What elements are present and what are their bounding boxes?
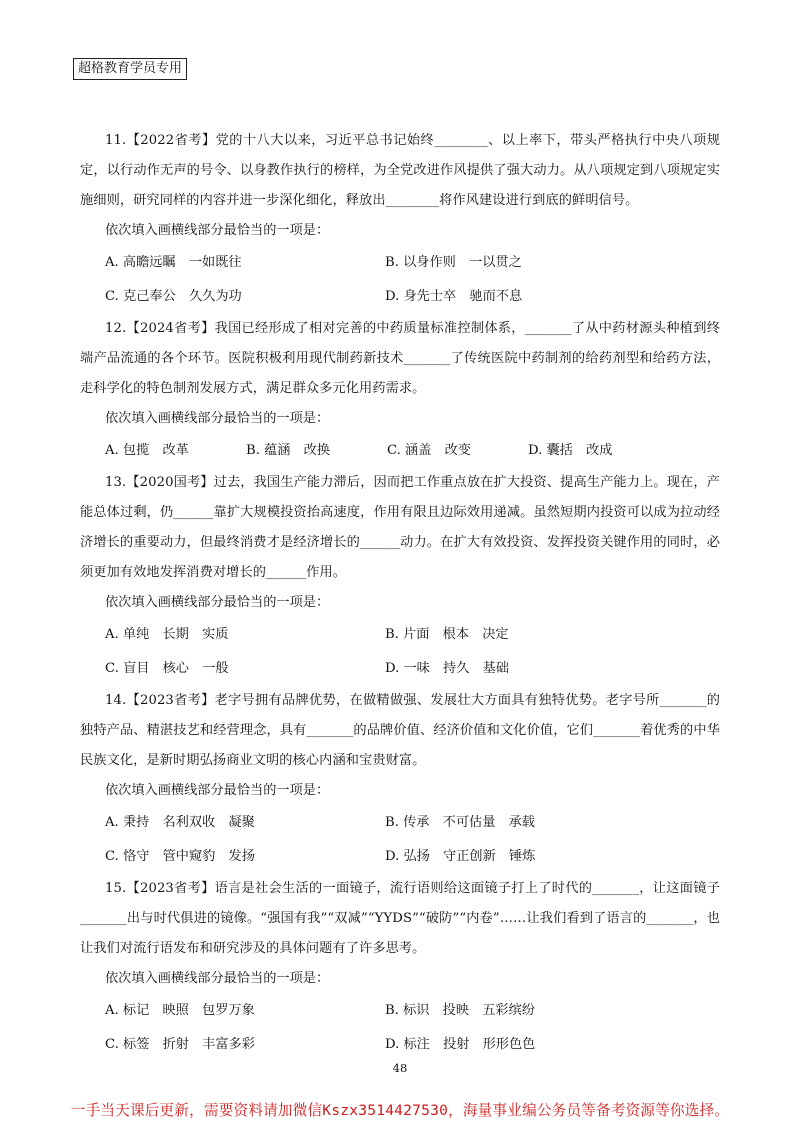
question-15 bbox=[80, 874, 720, 1062]
option-b: B. 传承 不可估量 承载 bbox=[385, 815, 535, 830]
question-prompt: 依次填入画横线部分最恰当的一项是： bbox=[105, 411, 330, 426]
question-11 bbox=[80, 126, 720, 314]
question-12 bbox=[80, 314, 720, 468]
options-grid bbox=[80, 806, 720, 874]
option-d: D. 囊括 改成 bbox=[528, 443, 613, 458]
options-grid bbox=[80, 994, 720, 1062]
question-stem: 11.【2022省考】党的十八大以来，习近平总书记始终________、以上率下，带头严格执行中央八项规定，以行动作无声的号令、以身教作执行的榜样，为全党改进作风提供了强大动力。从八项规定到八项规定实施细则，研究同样的内容并进一步深化细化，释放出________将作风建设进行到底的鲜明信号。 bbox=[80, 133, 720, 208]
question-prompt: 依次填入画横线部分最恰当的一项是： bbox=[105, 971, 330, 986]
option-c: C. 克己奉公 久久为功 bbox=[105, 289, 242, 304]
option-b: B. 以身作则 一以贯之 bbox=[385, 255, 522, 270]
option-d: D. 标注 投射 形形色色 bbox=[385, 1037, 536, 1052]
question-stem: 14.【2023省考】老字号拥有品牌优势，在做精做强、发展壮大方面具有独特优势。老字号所_______的独特产品、精湛技艺和经营理念，具有_______的品牌价值、经济价值和文化价值，它们_______着优秀的中华民族文化，是新时期弘扬商业文明的核心内涵和宝贵财富。 bbox=[80, 693, 720, 768]
option-d: D. 弘扬 守正创新 锤炼 bbox=[385, 849, 536, 864]
option-b: B. 标识 投映 五彩缤纷 bbox=[385, 1003, 535, 1018]
option-b: B. 蕴涵 改换 bbox=[246, 443, 331, 458]
question-list bbox=[80, 126, 720, 1062]
footer-note: 一手当天课后更新，需要资料请加微信Kszx3514427530，海量事业编公务员等备考资源等你选择。 bbox=[70, 1102, 730, 1119]
option-c: C. 涵盖 改变 bbox=[387, 443, 471, 458]
question-13 bbox=[80, 468, 720, 686]
header-label: 超格教育学员专用 bbox=[73, 58, 187, 80]
question-prompt: 依次填入画横线部分最恰当的一项是： bbox=[105, 223, 330, 238]
option-c: C. 标签 折射 丰富多彩 bbox=[105, 1037, 255, 1052]
page-number: 48 bbox=[392, 1061, 408, 1075]
question-stem: 12.【2024省考】我国已经形成了相对完善的中药质量标准控制体系，_______了从中药材源头种植到终端产品流通的各个环节。医院积极利用现代制药新技术_______了传统医院中药制剂的给药剂型和给药方法，走科学化的特色制剂发展方式，满足群众多元化用药需求。 bbox=[80, 321, 720, 396]
option-d: D. 一味 持久 基础 bbox=[385, 661, 509, 676]
option-a: A. 高瞻远瞩 一如既往 bbox=[105, 255, 242, 270]
option-c: C. 恪守 管中窥豹 发扬 bbox=[105, 849, 255, 864]
question-14 bbox=[80, 686, 720, 874]
option-a: A. 包揽 改革 bbox=[105, 443, 189, 458]
option-c: C. 盲目 核心 一般 bbox=[105, 661, 229, 676]
options-row bbox=[80, 434, 720, 468]
question-prompt: 依次填入画横线部分最恰当的一项是： bbox=[105, 595, 330, 610]
option-a: A. 秉持 名利双收 凝聚 bbox=[105, 815, 255, 830]
option-d: D. 身先士卒 驰而不息 bbox=[385, 289, 523, 304]
question-prompt: 依次填入画横线部分最恰当的一项是： bbox=[105, 783, 330, 798]
question-stem: 15.【2023省考】语言是社会生活的一面镜子，流行语则给这面镜子打上了时代的_______，让这面镜子_______出与时代俱进的镜像。“强国有我”“双减”“YYDS”“破防”“内卷”……让我们看到了语言的_______，也让我们对流行语发布和研究涉及的具体问题有了许多思考。 bbox=[80, 881, 720, 956]
option-a: A. 单纯 长期 实质 bbox=[105, 627, 229, 642]
option-b: B. 片面 根本 决定 bbox=[385, 627, 509, 642]
options-grid bbox=[80, 246, 720, 314]
options-grid bbox=[80, 618, 720, 686]
option-a: A. 标记 映照 包罗万象 bbox=[105, 1003, 255, 1018]
question-stem: 13.【2020国考】过去，我国生产能力滞后，因而把工作重点放在扩大投资、提高生产能力上。现在，产能总体过剩，仍______靠扩大规模投资抬高速度，作用有限且边际效用递减。虽然短期内投资可以成为拉动经济增长的重要动力，但最终消费才是经济增长的______动力。在扩大有效投资、发挥投资关键作用的同时，必须更加有效地发挥消费对增长的______作用。 bbox=[80, 475, 720, 580]
